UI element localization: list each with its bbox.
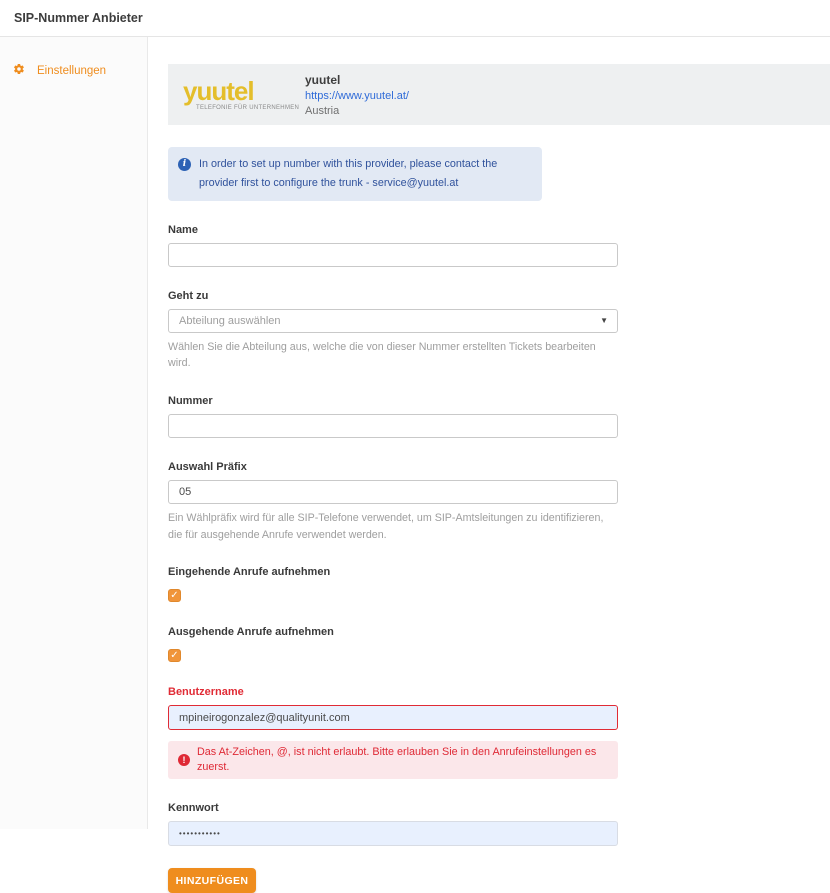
username-label: Benutzername bbox=[168, 686, 244, 699]
username-field-group bbox=[168, 686, 618, 779]
name-field-group bbox=[168, 224, 618, 267]
record-incoming-group bbox=[168, 566, 618, 603]
info-box bbox=[168, 147, 542, 201]
password-input[interactable] bbox=[168, 821, 618, 846]
name-label: Name bbox=[168, 223, 198, 236]
provider-name: yuutel bbox=[305, 72, 341, 87]
provider-logo bbox=[183, 76, 300, 111]
username-error-box bbox=[168, 741, 618, 779]
provider-meta bbox=[305, 73, 409, 117]
provider-banner bbox=[168, 64, 830, 125]
prefix-label: Auswahl Präfix bbox=[168, 460, 247, 473]
password-label: Kennwort bbox=[168, 802, 219, 815]
info-box-text: In order to set up number with this provider, please contact the provider first to configure the trunk - service@yuutel.at bbox=[199, 158, 498, 189]
record-outgoing-label: Ausgehende Anrufe aufnehmen bbox=[168, 626, 334, 639]
layout bbox=[0, 37, 830, 887]
provider-logo-tagline: TELEFONIE FÜR UNTERNEHMEN bbox=[196, 105, 300, 111]
prefix-input[interactable] bbox=[168, 480, 618, 504]
gear-icon bbox=[13, 63, 25, 78]
record-outgoing-checkbox[interactable] bbox=[168, 649, 181, 662]
number-input[interactable] bbox=[168, 414, 618, 438]
sidebar-item-einstellungen[interactable] bbox=[13, 63, 147, 78]
number-field-group bbox=[168, 395, 618, 438]
check-icon: ✓ bbox=[170, 590, 179, 602]
number-label: Nummer bbox=[168, 394, 213, 407]
department-select-placeholder: Abteilung auswählen bbox=[179, 314, 281, 327]
prefix-help-text: Ein Wählpräfix wird für alle SIP-Telefone verwendet, um SIP-Amtsleitungen zu identifizieren, die für ausgehende Anrufe verwendet werden. bbox=[168, 511, 604, 541]
password-field-group bbox=[168, 802, 618, 846]
department-label: Geht zu bbox=[168, 289, 209, 302]
record-incoming-checkbox[interactable] bbox=[168, 589, 181, 602]
provider-country: Austria bbox=[305, 104, 340, 117]
page-header bbox=[0, 0, 830, 37]
info-icon: i bbox=[178, 158, 191, 171]
chevron-down-icon: ▼ bbox=[600, 315, 608, 325]
provider-logo-wordmark: yuutel bbox=[183, 76, 254, 106]
check-icon: ✓ bbox=[170, 650, 179, 662]
prefix-field-group bbox=[168, 461, 618, 543]
name-input[interactable] bbox=[168, 243, 618, 267]
record-incoming-label: Eingehende Anrufe aufnehmen bbox=[168, 566, 331, 579]
main-content bbox=[148, 37, 830, 887]
username-input[interactable] bbox=[168, 705, 618, 730]
provider-url-link[interactable]: https://www.yuutel.at/ bbox=[305, 89, 409, 102]
department-field-group bbox=[168, 290, 618, 372]
department-select[interactable] bbox=[168, 309, 618, 333]
sip-number-form bbox=[168, 224, 618, 893]
error-icon: ! bbox=[178, 754, 190, 766]
sidebar-item-label: Einstellungen bbox=[37, 64, 107, 77]
page-title: SIP-Nummer Anbieter bbox=[14, 11, 143, 25]
department-help-text: Wählen Sie die Abteilung aus, welche die von dieser Nummer erstellten Tickets bearbeiten wird. bbox=[168, 340, 596, 370]
username-error-text: Das At-Zeichen, @, ist nicht erlaubt. Bitte erlauben Sie in den Anrufeinstellungen es zuerst. bbox=[197, 746, 597, 774]
add-button[interactable]: HINZUFÜGEN bbox=[168, 868, 256, 893]
record-outgoing-group bbox=[168, 626, 618, 663]
sidebar bbox=[0, 37, 148, 829]
